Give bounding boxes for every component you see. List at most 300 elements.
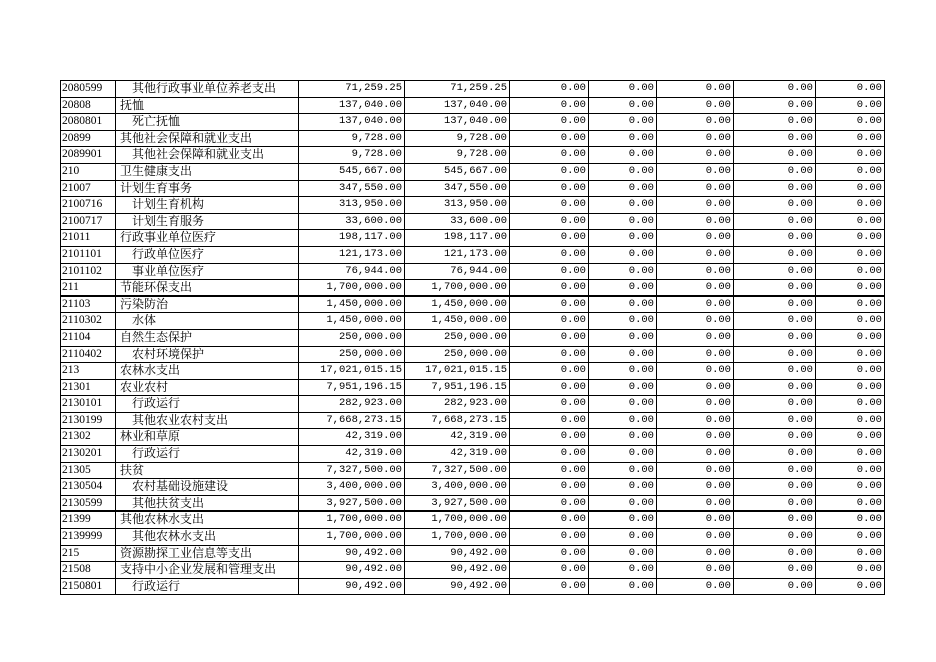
item-code-cell: 21011 — [60, 230, 116, 247]
table-row — [60, 546, 885, 563]
amount-cell-6: 0.00 — [734, 214, 816, 231]
amount-cell-3: 0.00 — [510, 380, 589, 397]
amount-cell-5: 0.00 — [657, 164, 734, 181]
total-amount-cell: 42,319.00 — [299, 429, 405, 446]
basic-amount-cell: 1,450,000.00 — [405, 313, 510, 330]
item-name-cell: 农业农村 — [116, 380, 299, 397]
basic-amount-cell: 137,040.00 — [405, 98, 510, 115]
amount-cell-7: 0.00 — [816, 512, 885, 529]
item-code-cell: 2080599 — [60, 81, 116, 98]
basic-amount-cell: 76,944.00 — [405, 264, 510, 281]
amount-cell-3: 0.00 — [510, 114, 589, 131]
table-row — [60, 396, 885, 413]
amount-cell-3: 0.00 — [510, 131, 589, 148]
item-name-cell: 其他行政事业单位养老支出 — [116, 81, 299, 98]
item-code-cell: 21508 — [60, 562, 116, 579]
amount-cell-3: 0.00 — [510, 463, 589, 480]
amount-cell-7: 0.00 — [816, 546, 885, 563]
table-row — [60, 197, 885, 214]
item-code-cell: 2130599 — [60, 496, 116, 513]
basic-amount-cell: 9,728.00 — [405, 131, 510, 148]
item-code-cell: 211 — [60, 280, 116, 297]
item-code-cell: 2101102 — [60, 264, 116, 281]
amount-cell-7: 0.00 — [816, 496, 885, 513]
amount-cell-5: 0.00 — [657, 313, 734, 330]
basic-amount-cell: 1,700,000.00 — [405, 280, 510, 297]
table-row — [60, 247, 885, 264]
total-amount-cell: 198,117.00 — [299, 230, 405, 247]
amount-cell-3: 0.00 — [510, 81, 589, 98]
total-amount-cell: 1,700,000.00 — [299, 280, 405, 297]
basic-amount-cell: 7,327,500.00 — [405, 463, 510, 480]
basic-amount-cell: 90,492.00 — [405, 579, 510, 596]
amount-cell-7: 0.00 — [816, 164, 885, 181]
table-row — [60, 280, 885, 297]
amount-cell-7: 0.00 — [816, 264, 885, 281]
item-code-cell: 21399 — [60, 512, 116, 529]
amount-cell-4: 0.00 — [589, 512, 657, 529]
amount-cell-6: 0.00 — [734, 114, 816, 131]
amount-cell-4: 0.00 — [589, 413, 657, 430]
item-name-cell: 事业单位医疗 — [116, 264, 299, 281]
amount-cell-3: 0.00 — [510, 446, 589, 463]
amount-cell-4: 0.00 — [589, 463, 657, 480]
item-name-cell: 支持中小企业发展和管理支出 — [116, 562, 299, 579]
amount-cell-5: 0.00 — [657, 512, 734, 529]
table-row — [60, 347, 885, 364]
amount-cell-3: 0.00 — [510, 297, 589, 314]
amount-cell-5: 0.00 — [657, 363, 734, 380]
amount-cell-4: 0.00 — [589, 230, 657, 247]
amount-cell-6: 0.00 — [734, 463, 816, 480]
amount-cell-6: 0.00 — [734, 280, 816, 297]
amount-cell-4: 0.00 — [589, 479, 657, 496]
amount-cell-5: 0.00 — [657, 396, 734, 413]
table-row — [60, 330, 885, 347]
total-amount-cell: 250,000.00 — [299, 347, 405, 364]
total-amount-cell: 71,259.25 — [299, 81, 405, 98]
amount-cell-6: 0.00 — [734, 330, 816, 347]
amount-cell-6: 0.00 — [734, 98, 816, 115]
amount-cell-5: 0.00 — [657, 197, 734, 214]
amount-cell-7: 0.00 — [816, 114, 885, 131]
total-amount-cell: 1,700,000.00 — [299, 529, 405, 546]
item-code-cell: 2100716 — [60, 197, 116, 214]
amount-cell-3: 0.00 — [510, 413, 589, 430]
amount-cell-4: 0.00 — [589, 579, 657, 596]
table-row — [60, 81, 885, 98]
amount-cell-6: 0.00 — [734, 347, 816, 364]
total-amount-cell: 137,040.00 — [299, 98, 405, 115]
amount-cell-5: 0.00 — [657, 380, 734, 397]
item-name-cell: 林业和草原 — [116, 429, 299, 446]
amount-cell-4: 0.00 — [589, 529, 657, 546]
table-row — [60, 297, 885, 314]
item-name-cell: 行政运行 — [116, 396, 299, 413]
amount-cell-7: 0.00 — [816, 313, 885, 330]
item-name-cell: 死亡抚恤 — [116, 114, 299, 131]
total-amount-cell: 347,550.00 — [299, 181, 405, 198]
item-code-cell: 2139999 — [60, 529, 116, 546]
amount-cell-3: 0.00 — [510, 330, 589, 347]
amount-cell-7: 0.00 — [816, 197, 885, 214]
amount-cell-4: 0.00 — [589, 446, 657, 463]
amount-cell-4: 0.00 — [589, 164, 657, 181]
basic-amount-cell: 121,173.00 — [405, 247, 510, 264]
basic-amount-cell: 90,492.00 — [405, 562, 510, 579]
basic-amount-cell: 137,040.00 — [405, 114, 510, 131]
amount-cell-7: 0.00 — [816, 247, 885, 264]
amount-cell-5: 0.00 — [657, 114, 734, 131]
amount-cell-3: 0.00 — [510, 429, 589, 446]
expenditure-table — [60, 80, 885, 595]
amount-cell-7: 0.00 — [816, 562, 885, 579]
amount-cell-6: 0.00 — [734, 446, 816, 463]
total-amount-cell: 33,600.00 — [299, 214, 405, 231]
item-name-cell: 行政运行 — [116, 446, 299, 463]
amount-cell-3: 0.00 — [510, 396, 589, 413]
total-amount-cell: 250,000.00 — [299, 330, 405, 347]
item-code-cell: 215 — [60, 546, 116, 563]
item-code-cell: 21302 — [60, 429, 116, 446]
amount-cell-7: 0.00 — [816, 413, 885, 430]
item-code-cell: 20808 — [60, 98, 116, 115]
amount-cell-5: 0.00 — [657, 347, 734, 364]
total-amount-cell: 313,950.00 — [299, 197, 405, 214]
item-name-cell: 自然生态保护 — [116, 330, 299, 347]
amount-cell-4: 0.00 — [589, 181, 657, 198]
basic-amount-cell: 282,923.00 — [405, 396, 510, 413]
item-name-cell: 资源勘探工业信息等支出 — [116, 546, 299, 563]
amount-cell-3: 0.00 — [510, 512, 589, 529]
table-row — [60, 380, 885, 397]
basic-amount-cell: 250,000.00 — [405, 347, 510, 364]
basic-amount-cell: 33,600.00 — [405, 214, 510, 231]
amount-cell-5: 0.00 — [657, 81, 734, 98]
amount-cell-4: 0.00 — [589, 297, 657, 314]
amount-cell-3: 0.00 — [510, 496, 589, 513]
amount-cell-4: 0.00 — [589, 147, 657, 164]
amount-cell-7: 0.00 — [816, 230, 885, 247]
amount-cell-4: 0.00 — [589, 562, 657, 579]
total-amount-cell: 1,450,000.00 — [299, 297, 405, 314]
total-amount-cell: 137,040.00 — [299, 114, 405, 131]
amount-cell-4: 0.00 — [589, 114, 657, 131]
amount-cell-3: 0.00 — [510, 197, 589, 214]
basic-amount-cell: 71,259.25 — [405, 81, 510, 98]
basic-amount-cell: 90,492.00 — [405, 546, 510, 563]
total-amount-cell: 9,728.00 — [299, 147, 405, 164]
amount-cell-4: 0.00 — [589, 347, 657, 364]
table-row — [60, 214, 885, 231]
basic-amount-cell: 313,950.00 — [405, 197, 510, 214]
item-code-cell: 2110302 — [60, 313, 116, 330]
item-code-cell: 2100717 — [60, 214, 116, 231]
amount-cell-7: 0.00 — [816, 396, 885, 413]
amount-cell-5: 0.00 — [657, 413, 734, 430]
basic-amount-cell: 1,450,000.00 — [405, 297, 510, 314]
amount-cell-4: 0.00 — [589, 280, 657, 297]
amount-cell-6: 0.00 — [734, 197, 816, 214]
table-row — [60, 131, 885, 148]
amount-cell-6: 0.00 — [734, 297, 816, 314]
amount-cell-7: 0.00 — [816, 81, 885, 98]
amount-cell-7: 0.00 — [816, 131, 885, 148]
amount-cell-6: 0.00 — [734, 512, 816, 529]
amount-cell-5: 0.00 — [657, 230, 734, 247]
item-name-cell: 卫生健康支出 — [116, 164, 299, 181]
amount-cell-5: 0.00 — [657, 98, 734, 115]
item-name-cell: 抚恤 — [116, 98, 299, 115]
item-code-cell: 2080801 — [60, 114, 116, 131]
item-name-cell: 农村基础设施建设 — [116, 479, 299, 496]
item-code-cell: 2130504 — [60, 479, 116, 496]
amount-cell-3: 0.00 — [510, 546, 589, 563]
amount-cell-6: 0.00 — [734, 147, 816, 164]
item-code-cell: 2150801 — [60, 579, 116, 596]
amount-cell-5: 0.00 — [657, 446, 734, 463]
amount-cell-3: 0.00 — [510, 147, 589, 164]
amount-cell-3: 0.00 — [510, 264, 589, 281]
amount-cell-7: 0.00 — [816, 429, 885, 446]
amount-cell-4: 0.00 — [589, 264, 657, 281]
item-code-cell: 21104 — [60, 330, 116, 347]
amount-cell-6: 0.00 — [734, 562, 816, 579]
item-name-cell: 行政单位医疗 — [116, 247, 299, 264]
amount-cell-5: 0.00 — [657, 562, 734, 579]
amount-cell-6: 0.00 — [734, 529, 816, 546]
total-amount-cell: 90,492.00 — [299, 562, 405, 579]
amount-cell-7: 0.00 — [816, 297, 885, 314]
table-row — [60, 529, 885, 546]
amount-cell-5: 0.00 — [657, 479, 734, 496]
item-code-cell: 213 — [60, 363, 116, 380]
item-name-cell: 计划生育机构 — [116, 197, 299, 214]
amount-cell-3: 0.00 — [510, 247, 589, 264]
amount-cell-5: 0.00 — [657, 297, 734, 314]
amount-cell-5: 0.00 — [657, 147, 734, 164]
table-row — [60, 114, 885, 131]
amount-cell-5: 0.00 — [657, 529, 734, 546]
table-row — [60, 147, 885, 164]
amount-cell-4: 0.00 — [589, 429, 657, 446]
item-code-cell: 2101101 — [60, 247, 116, 264]
amount-cell-6: 0.00 — [734, 413, 816, 430]
total-amount-cell: 90,492.00 — [299, 579, 405, 596]
table-row — [60, 264, 885, 281]
amount-cell-7: 0.00 — [816, 330, 885, 347]
amount-cell-7: 0.00 — [816, 280, 885, 297]
item-name-cell: 行政事业单位医疗 — [116, 230, 299, 247]
amount-cell-3: 0.00 — [510, 98, 589, 115]
amount-cell-3: 0.00 — [510, 363, 589, 380]
total-amount-cell: 7,951,196.15 — [299, 380, 405, 397]
amount-cell-3: 0.00 — [510, 214, 589, 231]
item-name-cell: 其他农林水支出 — [116, 512, 299, 529]
total-amount-cell: 42,319.00 — [299, 446, 405, 463]
amount-cell-7: 0.00 — [816, 98, 885, 115]
amount-cell-5: 0.00 — [657, 131, 734, 148]
amount-cell-5: 0.00 — [657, 214, 734, 231]
total-amount-cell: 3,927,500.00 — [299, 496, 405, 513]
basic-amount-cell: 7,951,196.15 — [405, 380, 510, 397]
total-amount-cell: 3,400,000.00 — [299, 479, 405, 496]
item-code-cell: 21007 — [60, 181, 116, 198]
amount-cell-4: 0.00 — [589, 81, 657, 98]
item-name-cell: 农林水支出 — [116, 363, 299, 380]
total-amount-cell: 1,700,000.00 — [299, 512, 405, 529]
item-code-cell: 2110402 — [60, 347, 116, 364]
table-row — [60, 496, 885, 513]
total-amount-cell: 17,021,015.15 — [299, 363, 405, 380]
amount-cell-3: 0.00 — [510, 313, 589, 330]
amount-cell-4: 0.00 — [589, 330, 657, 347]
amount-cell-6: 0.00 — [734, 181, 816, 198]
amount-cell-3: 0.00 — [510, 579, 589, 596]
amount-cell-4: 0.00 — [589, 363, 657, 380]
amount-cell-5: 0.00 — [657, 429, 734, 446]
basic-amount-cell: 545,667.00 — [405, 164, 510, 181]
amount-cell-6: 0.00 — [734, 247, 816, 264]
amount-cell-4: 0.00 — [589, 197, 657, 214]
item-code-cell: 21305 — [60, 463, 116, 480]
amount-cell-3: 0.00 — [510, 164, 589, 181]
amount-cell-7: 0.00 — [816, 579, 885, 596]
amount-cell-6: 0.00 — [734, 264, 816, 281]
amount-cell-6: 0.00 — [734, 131, 816, 148]
amount-cell-5: 0.00 — [657, 579, 734, 596]
amount-cell-5: 0.00 — [657, 181, 734, 198]
amount-cell-7: 0.00 — [816, 380, 885, 397]
item-name-cell: 其他社会保障和就业支出 — [116, 131, 299, 148]
amount-cell-4: 0.00 — [589, 313, 657, 330]
basic-amount-cell: 198,117.00 — [405, 230, 510, 247]
amount-cell-5: 0.00 — [657, 280, 734, 297]
amount-cell-6: 0.00 — [734, 496, 816, 513]
total-amount-cell: 9,728.00 — [299, 131, 405, 148]
basic-amount-cell: 1,700,000.00 — [405, 512, 510, 529]
amount-cell-3: 0.00 — [510, 230, 589, 247]
amount-cell-6: 0.00 — [734, 546, 816, 563]
amount-cell-3: 0.00 — [510, 562, 589, 579]
amount-cell-5: 0.00 — [657, 496, 734, 513]
amount-cell-7: 0.00 — [816, 479, 885, 496]
total-amount-cell: 7,327,500.00 — [299, 463, 405, 480]
item-name-cell: 其他农林水支出 — [116, 529, 299, 546]
total-amount-cell: 76,944.00 — [299, 264, 405, 281]
item-name-cell: 污染防治 — [116, 297, 299, 314]
amount-cell-6: 0.00 — [734, 380, 816, 397]
amount-cell-3: 0.00 — [510, 181, 589, 198]
amount-cell-6: 0.00 — [734, 429, 816, 446]
table-row — [60, 164, 885, 181]
amount-cell-5: 0.00 — [657, 330, 734, 347]
item-name-cell: 计划生育事务 — [116, 181, 299, 198]
table-row — [60, 413, 885, 430]
item-code-cell: 210 — [60, 164, 116, 181]
amount-cell-7: 0.00 — [816, 363, 885, 380]
basic-amount-cell: 9,728.00 — [405, 147, 510, 164]
item-code-cell: 21301 — [60, 380, 116, 397]
item-code-cell: 2130101 — [60, 396, 116, 413]
amount-cell-7: 0.00 — [816, 147, 885, 164]
table-row — [60, 512, 885, 529]
basic-amount-cell: 7,668,273.15 — [405, 413, 510, 430]
item-name-cell: 其他社会保障和就业支出 — [116, 147, 299, 164]
basic-amount-cell: 347,550.00 — [405, 181, 510, 198]
basic-amount-cell: 3,927,500.00 — [405, 496, 510, 513]
amount-cell-5: 0.00 — [657, 247, 734, 264]
amount-cell-7: 0.00 — [816, 529, 885, 546]
item-name-cell: 农村环境保护 — [116, 347, 299, 364]
item-name-cell: 节能环保支出 — [116, 280, 299, 297]
amount-cell-4: 0.00 — [589, 396, 657, 413]
amount-cell-6: 0.00 — [734, 363, 816, 380]
basic-amount-cell: 42,319.00 — [405, 446, 510, 463]
table-row — [60, 479, 885, 496]
item-name-cell: 其他农业农村支出 — [116, 413, 299, 430]
amount-cell-6: 0.00 — [734, 81, 816, 98]
table-row — [60, 98, 885, 115]
item-code-cell: 2130201 — [60, 446, 116, 463]
amount-cell-6: 0.00 — [734, 313, 816, 330]
item-name-cell: 行政运行 — [116, 579, 299, 596]
basic-amount-cell: 42,319.00 — [405, 429, 510, 446]
item-code-cell: 2089901 — [60, 147, 116, 164]
amount-cell-5: 0.00 — [657, 463, 734, 480]
table-row — [60, 181, 885, 198]
amount-cell-4: 0.00 — [589, 496, 657, 513]
amount-cell-3: 0.00 — [510, 479, 589, 496]
basic-amount-cell: 1,700,000.00 — [405, 529, 510, 546]
total-amount-cell: 7,668,273.15 — [299, 413, 405, 430]
amount-cell-3: 0.00 — [510, 347, 589, 364]
amount-cell-3: 0.00 — [510, 280, 589, 297]
table-row — [60, 313, 885, 330]
amount-cell-7: 0.00 — [816, 347, 885, 364]
item-code-cell: 20899 — [60, 131, 116, 148]
amount-cell-4: 0.00 — [589, 131, 657, 148]
table-row — [60, 562, 885, 579]
item-name-cell: 其他扶贫支出 — [116, 496, 299, 513]
table-row — [60, 579, 885, 596]
item-name-cell: 水体 — [116, 313, 299, 330]
table-row — [60, 463, 885, 480]
basic-amount-cell: 17,021,015.15 — [405, 363, 510, 380]
total-amount-cell: 121,173.00 — [299, 247, 405, 264]
table-row — [60, 230, 885, 247]
amount-cell-6: 0.00 — [734, 164, 816, 181]
amount-cell-6: 0.00 — [734, 579, 816, 596]
total-amount-cell: 545,667.00 — [299, 164, 405, 181]
amount-cell-6: 0.00 — [734, 479, 816, 496]
table-row — [60, 446, 885, 463]
amount-cell-7: 0.00 — [816, 181, 885, 198]
item-code-cell: 2130199 — [60, 413, 116, 430]
total-amount-cell: 1,450,000.00 — [299, 313, 405, 330]
amount-cell-4: 0.00 — [589, 546, 657, 563]
amount-cell-3: 0.00 — [510, 529, 589, 546]
amount-cell-5: 0.00 — [657, 264, 734, 281]
item-name-cell: 计划生育服务 — [116, 214, 299, 231]
item-name-cell: 扶贫 — [116, 463, 299, 480]
basic-amount-cell: 250,000.00 — [405, 330, 510, 347]
item-code-cell: 21103 — [60, 297, 116, 314]
amount-cell-7: 0.00 — [816, 463, 885, 480]
amount-cell-4: 0.00 — [589, 247, 657, 264]
amount-cell-4: 0.00 — [589, 98, 657, 115]
total-amount-cell: 282,923.00 — [299, 396, 405, 413]
